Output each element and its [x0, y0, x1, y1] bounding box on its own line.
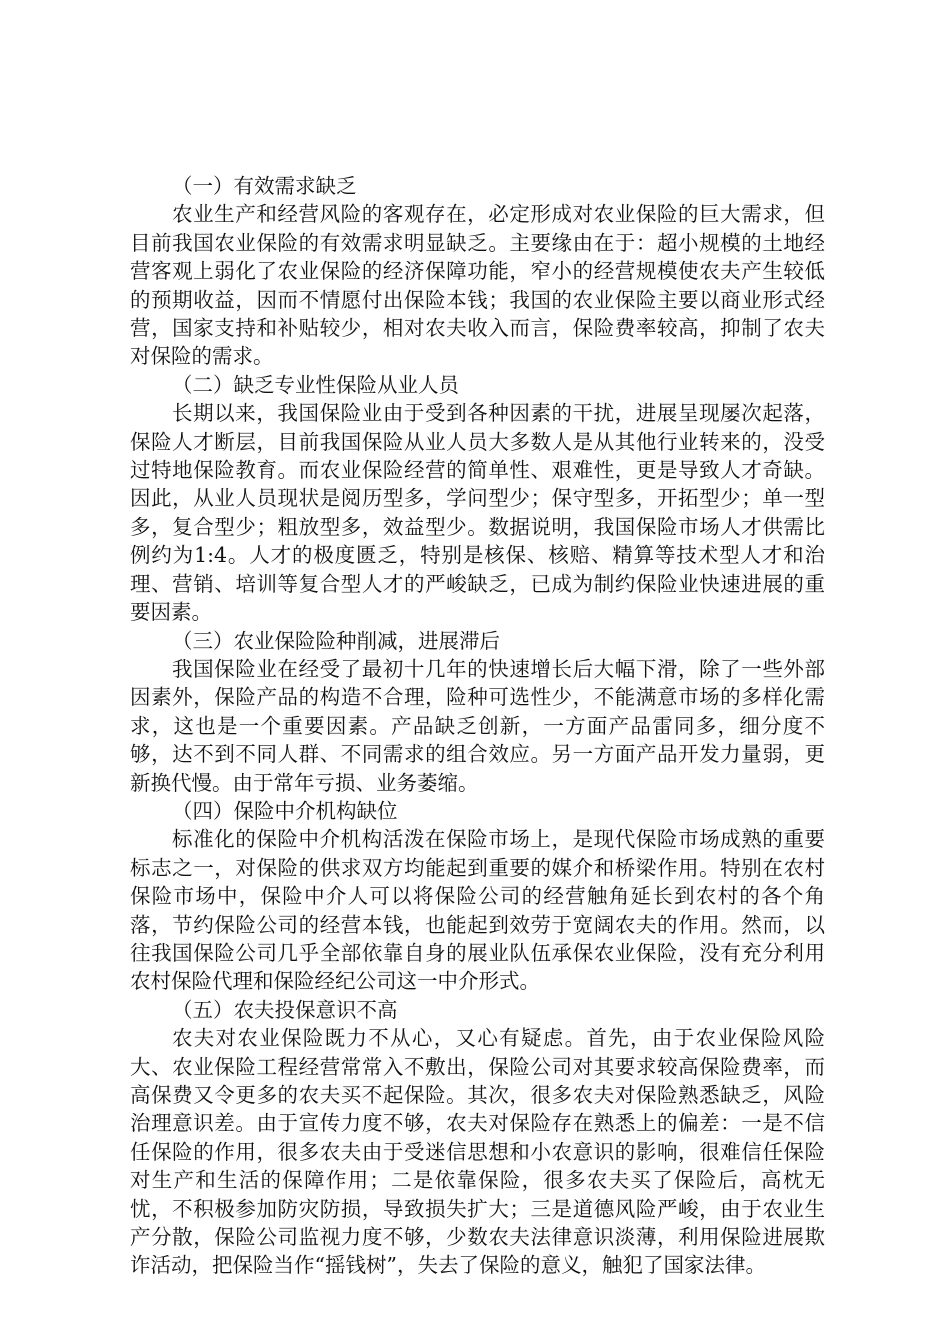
section-heading-2: （二）缺乏专业性保险从业人员 — [172, 372, 459, 397]
section-paragraph-3: 我国保险业在经受了最初十几年的快速增长后大幅下滑，除了一些外部因素外，保险产品的构造不合理，险种可选性少，不能满意市场的多样化需求，这也是一个重要因素。产品缺乏创新，一方面产品雷同多，细分度不够，达不到不同人群、不同需求的组合效应。另一方面产品开发力量弱，更新换代慢。由于常年亏损、业务萎缩。 — [130, 656, 825, 795]
section-heading-4: （四）保险中介机构缺位 — [172, 798, 398, 823]
section-heading-5: （五）农夫投保意识不高 — [172, 997, 398, 1022]
section-paragraph-2: 长期以来，我国保险业由于受到各种因素的干扰，进展呈现屡次起落，保险人才断层，目前我国保险从业人员大多数人是从其他行业转来的，没受过特地保险教育。而农业保险经营的简单性、艰难性，更是导致人才奇缺。因此，从业人员现状是阅历型多，学问型少；保守型多，开拓型少；单一型多，复合型少；粗放型多，效益型少。数据说明，我国保险市场人才供需比例约为1:4。人才的极度匮乏，特别是核保、核赔、精算等技术型人才和治理、营销、培训等复合型人才的严峻缺乏，已成为制约保险业快速进展的重要因素。 — [130, 401, 825, 625]
section-heading-3: （三）农业保险险种削减，进展滞后 — [172, 628, 500, 653]
section-paragraph-1: 农业生产和经营风险的客观存在，必定形成对农业保险的巨大需求，但目前我国农业保险的有效需求明显缺乏。主要缘由在于：超小规模的土地经营客观上弱化了农业保险的经济保障功能，窄小的经营规模使农夫产生较低的预期收益，因而不情愿付出保险本钱；我国的农业保险主要以商业形式经营，国家支持和补贴较少，相对农夫收入而言，保险费率较高，抑制了农夫对保险的需求。 — [130, 202, 825, 369]
section-paragraph-5: 农夫对农业保险既力不从心，又心有疑虑。首先，由于农业保险风险大、农业保险工程经营常常入不敷出，保险公司对其要求较高保险费率，而高保费又令更多的农夫买不起保险。其次，很多农夫对保险熟悉缺乏，风险治理意识差。由于宣传力度不够，农夫对保险存在熟悉上的偏差：一是不信任保险的作用，很多农夫由于受迷信思想和小农意识的影响，很难信任保险对生产和生活的保障作用；二是依靠保险，很多农夫买了保险后，高枕无忧，不积极参加防灾防损，导致损失扩大；三是道德风险严峻，由于农业生产分散，保险公司监视力度不够，少数农夫法律意识淡薄，利用保险进展欺诈活动，把保险当作“摇钱树”，失去了保险的意义，触犯了国家法律。 — [130, 1026, 825, 1278]
section-heading-1: （一）有效需求缺乏 — [172, 174, 357, 198]
document-body — [130, 172, 825, 1280]
section-paragraph-4: 标准化的保险中介机构活泼在保险市场上，是现代保险市场成熟的重要标志之一，对保险的供求双方均能起到重要的媒介和桥梁作用。特别在农村保险市场中，保险中介人可以将保险公司的经营触角延长到农村的各个角落，节约保险公司的经营本钱，也能起到效劳于宽阔农夫的作用。然而，以往我国保险公司几乎全部依靠自身的展业队伍承保农业保险，没有充分利用农村保险代理和保险经纪公司这一中介形式。 — [130, 827, 825, 994]
